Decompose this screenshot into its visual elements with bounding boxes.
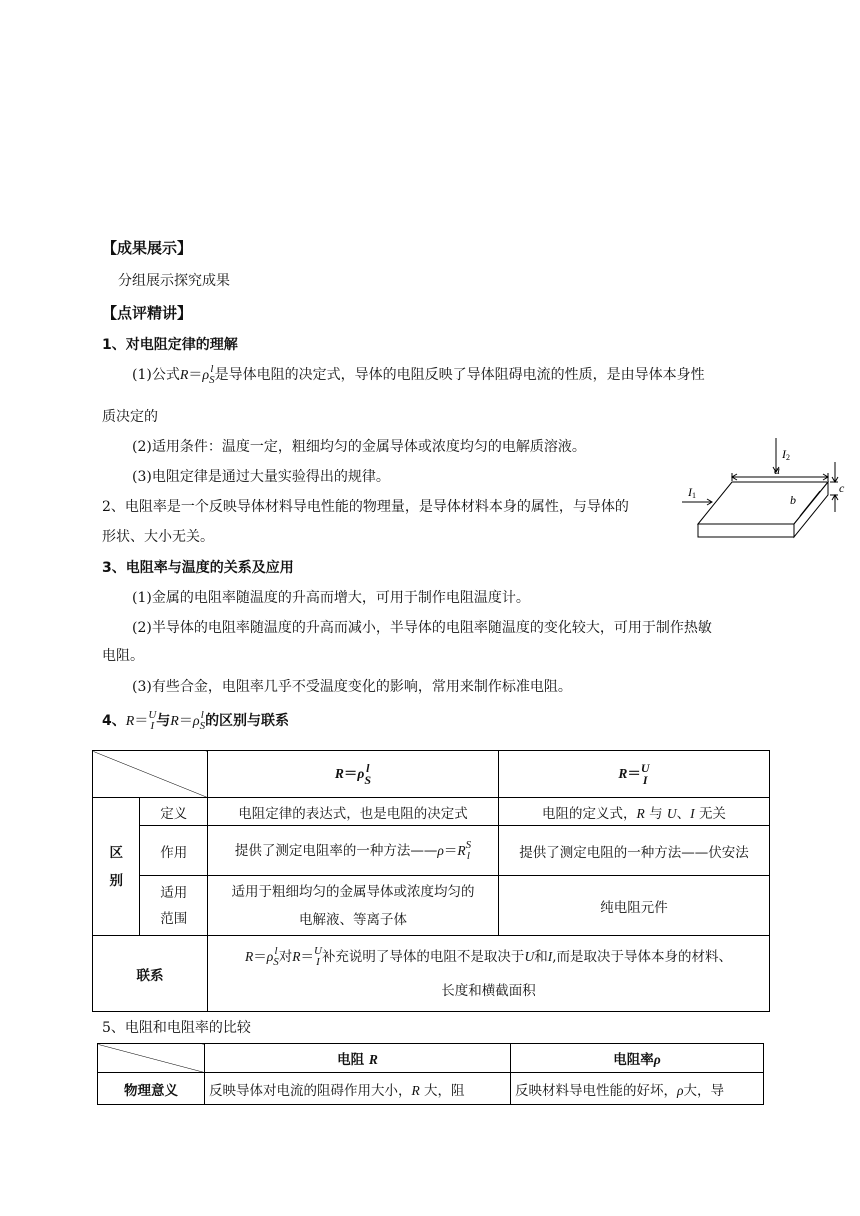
point1-p1 [132,360,705,391]
comparison-table-1 [92,750,770,1012]
table1-dingyi: 定义 [140,798,208,826]
table2-col2: 电阻率ρ [511,1044,764,1073]
point5-title: 5、电阻和电阻率的比较 [102,1020,251,1036]
table1-scope-right: 纯电阻元件 [499,876,770,936]
result-text: 分组展示探究成果 [118,273,230,289]
table1-scope-left: 适用于粗细均匀的金属导体或浓度均匀的 电解液、等离子体 [208,876,499,936]
section-title-result: 【成果展示】 [102,239,193,257]
table2-row-right: 反映材料导电性能的好坏，ρ大，导 [511,1073,764,1105]
section-title-review: 【点评精讲】 [102,304,193,322]
point1-p3: (3)电阻定律是通过大量实验得出的规律。 [132,469,390,485]
point1-title: 1、对电阻定律的理解 [102,337,238,353]
fraction-l-over-s-title: l S [199,709,206,732]
table2-row-label: 物理意义 [98,1073,205,1105]
table1-header-left: R＝ρ l S [208,751,499,798]
point4-title: 4、R＝ U I 与R＝ρ l S 的区别与联系 [102,709,290,732]
frac-den: S [209,374,215,386]
point1-p1-cont: 质决定的 [102,409,158,425]
table1-use-left: 提供了测定电阻率的一种方法——ρ＝R S l [208,826,499,876]
label-a: a [774,463,780,477]
table1-corner [93,751,208,798]
table2-row-left: 反映导体对电流的阻碍作用大小，R 大，阻 [205,1073,511,1105]
table1-zuoyong: 作用 [140,826,208,876]
table1-def-left: 电阻定律的表达式，也是电阻的决定式 [208,798,499,826]
table1-header-right: R＝ U I [499,751,770,798]
point3-p1: (1)金属的电阻率随温度的升高而增大，可用于制作电阻温度计。 [132,590,530,606]
point1-p2: (2)适用条件：温度一定，粗细均匀的金属导体或浓度均匀的电解质溶液。 [132,439,586,455]
table1-link-text: R＝ρ l S 对R＝ U I 补充说明了导体的电阻不是取决于U和I,而是取决于导体本身的材料、 长度和横截面积 [208,936,770,1012]
label-c: c [839,481,845,495]
table1-def-right: 电阻的定义式，R 与 U、I 无关 [499,798,770,826]
point3-p2-line2: 电阻。 [102,648,144,664]
comparison-table-2 [97,1043,764,1105]
point3-p3: (3)有些合金，电阻率几乎不受温度变化的影响，常用来制作标准电阻。 [132,679,572,695]
table1-use-right: 提供了测定电阻的一种方法——伏安法 [499,826,770,876]
formula-rho: ρ [202,368,210,383]
block-front-face [698,524,794,537]
label-i2: I2 [782,447,790,462]
point3-p2-line1: (2)半导体的电阻率随温度的升高而减小，半导体的电阻率随温度的变化较大，可用于制作热敏 [132,620,712,636]
table2-corner [98,1044,205,1073]
conductor-block-figure [680,436,848,546]
label-i1: I1 [688,485,696,500]
table1-qubie: 区 别 [93,798,140,936]
frac-num: l [210,363,214,375]
table2-col1: 电阻 R [205,1044,511,1073]
point3-title: 3、电阻率与温度的关系及应用 [102,560,294,576]
point2-line2: 形状、大小无关。 [102,529,214,545]
formula-r: R [179,368,189,383]
label-b: b [790,493,796,507]
point1-p1-suffix: 是导体电阻的决定式，导体的电阻反映了导体阻碍电流的性质，是由导体本身性 [214,367,705,383]
table1-lianxi: 联系 [93,936,208,1012]
formula-eq: ＝ [188,367,203,383]
fraction-u-over-i: U I [148,709,157,732]
point2-line1: 2、电阻率是一个反映导体材料导电性能的物理量，是导体材料本身的属性，与导体的 [102,499,629,515]
table1-shiyong: 适用 范围 [140,876,208,936]
point1-p1-prefix: (1)公式 [132,367,180,383]
